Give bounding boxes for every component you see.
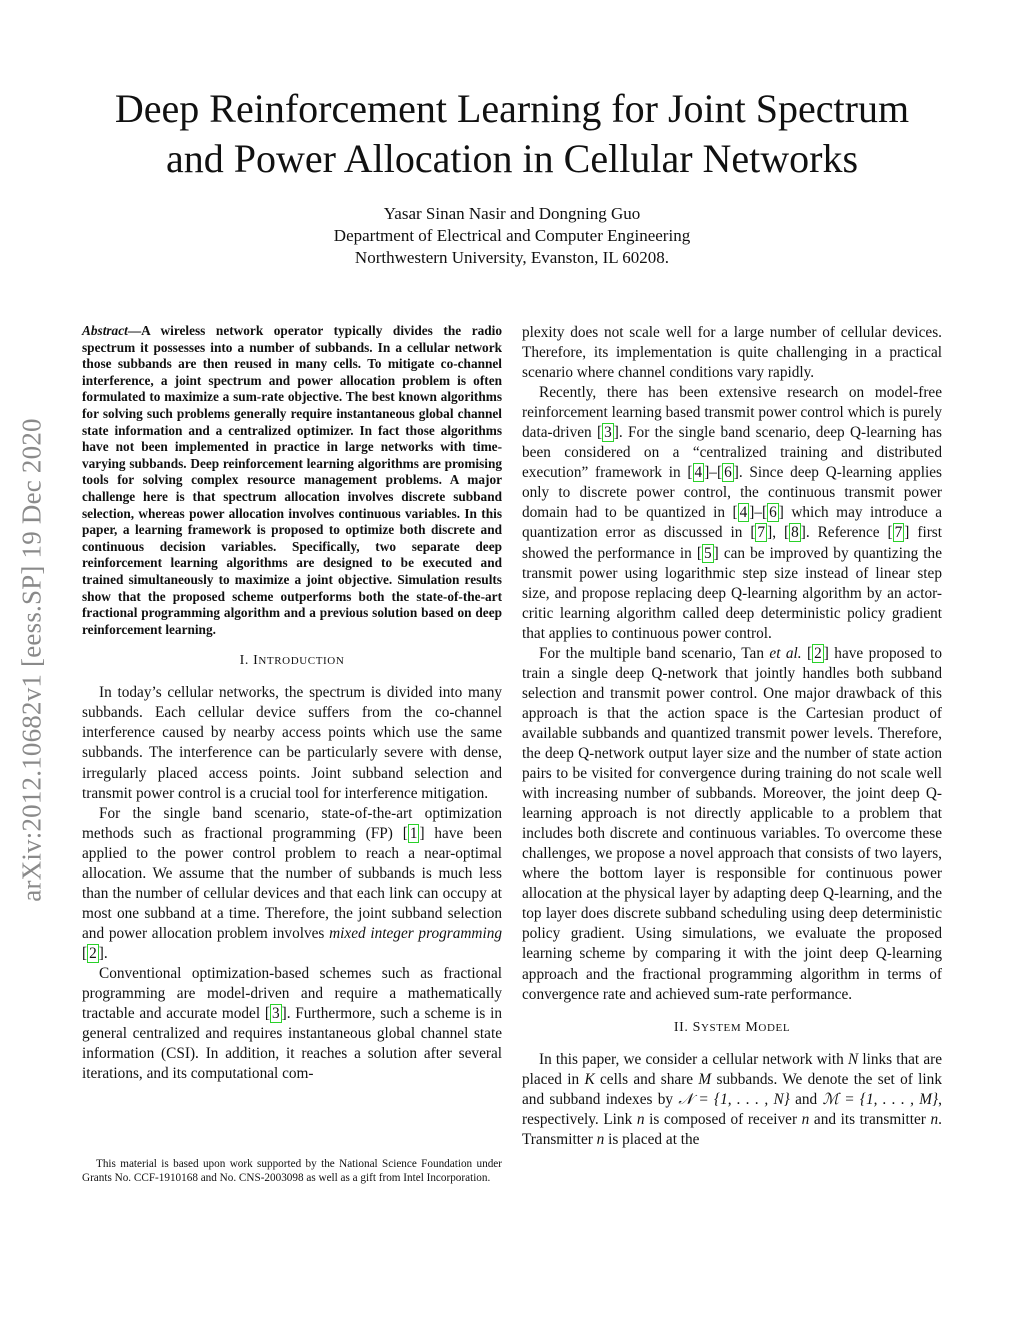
author-university: Northwestern University, Evanston, IL 60208. bbox=[354, 248, 670, 267]
citation-link[interactable]: 2 bbox=[89, 944, 97, 962]
title-line-2: and Power Allocation in Cellular Networks bbox=[165, 136, 859, 181]
intro-paragraph-1: In today’s cellular networks, the spectrum is divided into many subbands. Each cellular device suffers from the co-channel interference caused by nearby access points which use the same subbands. The interference can be particularly severe with dense, irregularly placed access points. Joint subband selection and transmit power control is a crucial tool for interference mitigation. bbox=[82, 684, 502, 802]
section-heading-introduction: I. INTRODUCTION bbox=[239, 653, 345, 669]
arxiv-identifier: arXiv:2012.10682v1 [eess.SP] 19 Dec 2020 bbox=[16, 418, 47, 902]
author-names: Yasar Sinan Nasir and Dongning Guo bbox=[383, 204, 641, 223]
abstract-text: —A wireless network operator typically divides the radio spectrum it possesses into a number of subbands. In a cellular network those subbands are then reused in many cells. To mitigate co-channel interference, a joint spectrum and power allocation problem is often formulated to maximize a sum-rate objective. The best known algorithms for solving such problems generally require instantaneous global channel state information and a centralized optimizer. In fact those algorithms have not been implemented in practice in large networks with time-varying subbands. Deep reinforcement learning algorithms are promising tools for solving complex resource management problems. A major challenge here is that spectrum allocation involves discrete subband selection, whereas power allocation involves continuous variables. In this paper, a learning framework is proposed to optimize both discrete and continuous decision variables. Specifically, two separate deep reinforcement learning algorithms are designed to be executed and trained simultaneously to maximize a joint objective. Simulation results show that the proposed scheme outperforms both the state-of-the-art fractional programming algorithm and a previous solution based on deep reinforcement learning. bbox=[82, 323, 502, 637]
right-paragraph-2: For the multiple band scenario, Tan et al. [ 2 ] have proposed to train a single deep Q-network that jointly handles both subband selection and transmit power control. One major drawback of this approach is that the action space is the Cartesian product of available subbands and quantized transmit power levels. Therefore, the deep Q-network output layer size and the number of state action pairs to be visited for convergence during training do not scale well with increasing number of subbands. Moreover, the joint deep Q-learning approach is not directly applicable to a problem that includes both discrete and continuous variables. To overcome these challenges, we propose a novel approach that consists of two layers, where the bottom layer is responsible for continuous power allocation at the physical layer by adapting deep Q-learning, and the top layer does discrete subband scheduling using deep deterministic policy gradient. Using simulations, we evaluate the proposed learning scheme by comparing it with the joint deep Q-learning approach and the fractional programming algorithm in terms of convergence rate and achieved sum-rate performance. bbox=[522, 644, 942, 1003]
right-paragraph-0: plexity does not scale well for a large number of cellular devices. Therefore, its implementation is quite challenging in a practical scenario where channel conditions vary rapidly. bbox=[522, 324, 942, 382]
author-department: Department of Electrical and Computer Engineering bbox=[333, 226, 691, 245]
citation-link[interactable]: 3 bbox=[271, 1005, 280, 1023]
abstract-label: Abstract bbox=[82, 323, 128, 338]
footnote-text: This material is based upon work supported by the National Science Foundation under Grants No. CCF-1910168 and No. CNS-2003098 as well as a gift from Intel Incorporation. bbox=[82, 1158, 502, 1185]
citation-link[interactable]: 4 bbox=[694, 464, 703, 482]
author-block bbox=[0, 203, 1024, 269]
citation-link[interactable]: 5 bbox=[703, 544, 712, 562]
section-heading-system-model: II. SYSTEM MODEL bbox=[673, 1019, 791, 1035]
footnote bbox=[82, 1157, 502, 1185]
intro-paragraph-3: Conventional optimization-based schemes such as fractional programming are model-driven and require a mathematically tractable and accurate model [ 3 ]. Furthermore, such a scheme is in general centralized and requires instantaneous global channel state information (CSI). In addition, it reaches a solution after several iterations, and its computational com- bbox=[82, 964, 502, 1083]
citation-link[interactable]: 6 bbox=[724, 464, 732, 482]
citation-link[interactable]: 3 bbox=[604, 424, 612, 442]
citation-link[interactable]: 7 bbox=[894, 524, 903, 542]
citation-link[interactable]: 8 bbox=[791, 524, 799, 542]
title-line-1: Deep Reinforcement Learning for Joint Spectrum bbox=[114, 86, 910, 131]
right-paragraph-3: In this paper, we consider a cellular network with N links that are placed in K cells and share M subbands. We denote the set of link and subband indexes by 𝒩 = {1, . . . , N} and ℳ = {1, . . . , M}, respectively. Link n is composed of receiver n and its transmitter n. Transmitter n is placed at the bbox=[522, 1050, 942, 1148]
right-paragraph-1: Recently, there has been extensive research on model-free reinforcement learning based transmit power control which is purely data-driven [ 3 ]. For the single band scenario, deep Q-learning has been considered on a “centralized training and distributed execution” framework in [ 4 ]–[ 6 ]. Since deep Q-learning applies only to discrete power control, the continuous transmit power domain had to be quantized in [ 4 ]–[ 6 ] which may introduce a quantization error as discussed in [ 7 ], [ 8 ]. Reference [ 7 ] first showed the performance in [ 5 ] can be improved by quantizing the transmit power using logarithmic step size instead of linear step size, and propose replacing deep Q-learning algorithm by an actor-critic learning algorithm called deep deterministic policy gradient that applies to continuous power control. bbox=[522, 384, 942, 642]
left-column bbox=[82, 323, 502, 1084]
citation-link[interactable]: 6 bbox=[769, 504, 777, 522]
citation-link[interactable]: 7 bbox=[757, 524, 766, 542]
arxiv-side-stamp bbox=[12, 350, 52, 970]
abstract bbox=[82, 323, 502, 638]
right-column bbox=[522, 323, 942, 1150]
citation-link[interactable]: 1 bbox=[409, 824, 418, 842]
citation-link[interactable]: 4 bbox=[739, 504, 748, 522]
paper-title bbox=[0, 84, 1024, 184]
citation-link[interactable]: 2 bbox=[814, 644, 822, 662]
intro-paragraph-2: For the single band scenario, state-of-the-art optimization methods such as fractional programming (FP) [ 1 ] have been applied to the power control problem to reach a near-optimal allocation. We assume that the number of subbands is much less than the number of cellular devices and that each link can occupy at most one subband at a time. Therefore, the joint subband selection and power allocation problem involves mixed integer programming [ 2 ]. bbox=[82, 804, 503, 962]
